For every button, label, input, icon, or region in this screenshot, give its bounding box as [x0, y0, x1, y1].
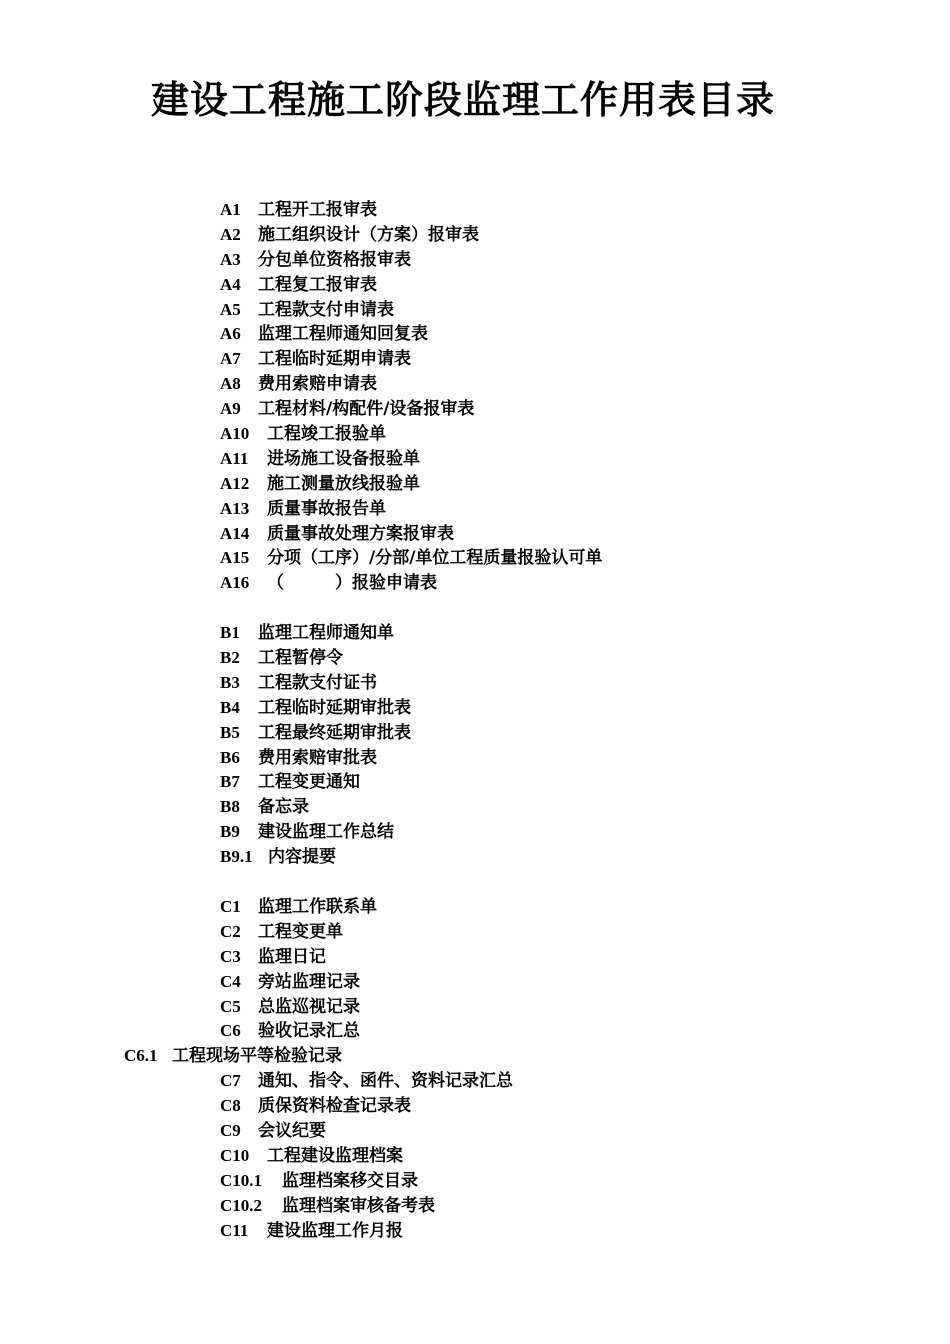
item-label: 费用索赔审批表: [258, 747, 377, 768]
item-code: A13: [220, 498, 250, 518]
item-label: 工程款支付证书: [258, 672, 377, 693]
item-label: 工程款支付申请表: [258, 299, 394, 320]
item-code: C2: [220, 921, 241, 941]
list-item-c9: [0, 1119, 950, 1144]
item-code: B4: [220, 697, 240, 717]
page-title: 建设工程施工阶段监理工作用表目录: [150, 77, 775, 122]
item-label: 分包单位资格报审表: [258, 249, 411, 270]
table-of-contents: [0, 198, 950, 1243]
list-item-b9: [0, 820, 950, 845]
item-label: 工程现场平等检验记录: [172, 1046, 342, 1067]
item-code: B3: [220, 672, 240, 692]
list-item-b7: [0, 770, 950, 795]
item-code: B5: [220, 722, 240, 742]
list-item-b3: [0, 671, 950, 696]
list-item-a8: [0, 372, 950, 397]
item-code: C3: [220, 946, 241, 966]
list-item-b5: [0, 721, 950, 746]
list-item-c7: [0, 1069, 950, 1094]
list-item-a1: [0, 198, 950, 223]
list-item-c3: [0, 945, 950, 970]
item-label: 监理工程师通知回复表: [258, 324, 428, 345]
item-code: A16: [220, 573, 250, 593]
item-label: （ ）报验申请表: [267, 573, 437, 594]
item-code: C9: [220, 1120, 241, 1140]
item-label: 通知、指令、函件、资料记录汇总: [258, 1071, 513, 1092]
item-label: 工程暂停令: [258, 648, 343, 669]
list-item-c8: [0, 1094, 950, 1119]
item-label: 监理工程师通知单: [258, 623, 394, 644]
item-code: C8: [220, 1096, 241, 1116]
item-label: 监理档案移交目录: [282, 1170, 418, 1191]
item-label: 进场施工设备报验单: [267, 448, 420, 469]
item-code: A1: [220, 200, 241, 219]
list-item-a14: [0, 522, 950, 547]
item-label: 会议纪要: [258, 1120, 326, 1141]
item-code: C7: [220, 1071, 241, 1091]
item-label: 工程最终延期审批表: [258, 722, 411, 743]
item-label: 总监巡视记录: [258, 996, 360, 1017]
item-label: 费用索赔申请表: [258, 374, 377, 395]
list-item-a15: [0, 546, 950, 571]
item-label: 质保资料检查记录表: [258, 1096, 411, 1117]
item-label: 旁站监理记录: [258, 971, 360, 992]
item-label: 工程临时延期审批表: [258, 697, 411, 718]
list-item-a11: [0, 447, 950, 472]
item-label: 工程变更通知: [258, 772, 360, 793]
item-code: A7: [220, 349, 241, 369]
item-code: B1: [220, 623, 240, 643]
list-item-c2: [0, 920, 950, 945]
list-item-a5: [0, 298, 950, 323]
item-code: A6: [220, 324, 241, 344]
list-item-a10: [0, 422, 950, 447]
item-code: A11: [220, 448, 249, 468]
list-item-c6-1: [0, 1044, 950, 1069]
item-code: C1: [220, 896, 241, 916]
item-code: B9.1: [220, 847, 253, 867]
item-label: 工程建设监理档案: [267, 1145, 403, 1166]
item-label: 工程材料/构配件/设备报审表: [258, 399, 475, 420]
list-item-b9-1: [0, 845, 950, 870]
item-label: 质量事故报告单: [267, 498, 386, 519]
list-item-c5: [0, 995, 950, 1020]
item-code: C10.1: [220, 1170, 263, 1190]
list-item-c10-1: [0, 1169, 950, 1194]
item-code: B2: [220, 648, 240, 668]
item-label: 备忘录: [258, 797, 309, 818]
list-item-c11: [0, 1219, 950, 1244]
list-item-c10: [0, 1144, 950, 1169]
item-code: A10: [220, 424, 250, 444]
list-item-b8: [0, 795, 950, 820]
item-label: 工程竣工报验单: [267, 424, 386, 445]
item-label: 建设监理工作总结: [258, 822, 394, 843]
item-label: 施工测量放线报验单: [267, 473, 420, 494]
item-code: A5: [220, 299, 241, 319]
section-spacer: [0, 596, 950, 621]
list-item-b2: [0, 646, 950, 671]
item-code: B8: [220, 797, 240, 817]
list-item-a7: [0, 347, 950, 372]
list-item-c1: [0, 895, 950, 920]
list-item-a6: [0, 322, 950, 347]
list-item-b4: [0, 696, 950, 721]
item-label: 监理日记: [258, 946, 326, 967]
item-label: 质量事故处理方案报审表: [267, 523, 454, 544]
item-code: A9: [220, 399, 241, 419]
item-label: 监理工作联系单: [258, 896, 377, 917]
item-label: 工程开工报审表: [258, 200, 377, 220]
item-label: 验收记录汇总: [258, 1021, 360, 1042]
item-code: A3: [220, 249, 241, 269]
item-code: B9: [220, 822, 240, 842]
item-label: 建设监理工作月报: [267, 1220, 403, 1241]
list-item-c10-2: [0, 1194, 950, 1219]
item-code: C10.2: [220, 1195, 263, 1215]
list-item-a4: [0, 273, 950, 298]
item-code: C6: [220, 1021, 241, 1041]
list-item-a3: [0, 248, 950, 273]
item-label: 内容提要: [268, 847, 336, 868]
item-code: A8: [220, 374, 241, 394]
section-spacer: [0, 870, 950, 895]
list-item-c6: [0, 1019, 950, 1044]
list-item-a9: [0, 397, 950, 422]
item-code: A2: [220, 224, 241, 244]
item-label: 工程变更单: [258, 921, 343, 942]
item-code: C11: [220, 1220, 249, 1240]
item-label: 工程临时延期申请表: [258, 349, 411, 370]
list-item-a13: [0, 497, 950, 522]
list-item-c4: [0, 970, 950, 995]
item-code: C4: [220, 971, 241, 991]
item-code: B6: [220, 747, 240, 767]
list-item-a16: [0, 571, 950, 596]
item-code: A4: [220, 274, 241, 294]
item-code: C5: [220, 996, 241, 1016]
list-item-a2: [0, 223, 950, 248]
item-code: A12: [220, 473, 250, 493]
item-label: 工程复工报审表: [258, 274, 377, 295]
item-code: C6.1: [124, 1046, 158, 1066]
item-code: B7: [220, 772, 240, 792]
list-item-b1: [0, 621, 950, 646]
item-code: C10: [220, 1145, 250, 1165]
list-item-a12: [0, 472, 950, 497]
item-label: 监理档案审核备考表: [282, 1195, 435, 1216]
list-item-b6: [0, 746, 950, 771]
item-code: A14: [220, 523, 250, 543]
item-code: A15: [220, 548, 250, 568]
item-label: 分项（工序）/分部/单位工程质量报验认可单: [267, 548, 603, 569]
item-label: 施工组织设计（方案）报审表: [258, 224, 479, 245]
